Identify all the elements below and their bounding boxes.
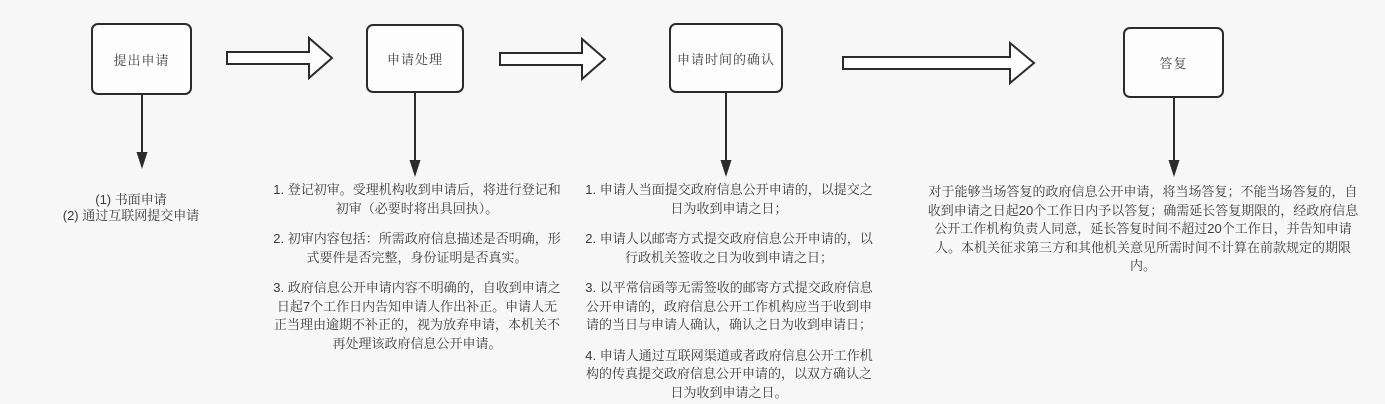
flow-node-application-processing (366, 24, 464, 93)
right-block-arrow-icon (227, 38, 332, 78)
flow-node-reply (1123, 27, 1224, 98)
flow-node-label: 申请时间的确认 (676, 51, 775, 67)
note-column-submit-application (16, 192, 246, 224)
note-item: 4. 申请人通过互联网渠道或者政府信息公开工作机构的传真提交政府信息公开申请的，以双方确认之日为收到申请之日。 (585, 347, 873, 400)
note-item: 1. 申请人当面提交政府信息公开申请的，以提交之日为收到申请之日； (585, 182, 873, 216)
note-item: 1. 登记初审。受理机构收到申请后，将进行登记和初审（必要时将出具回执）。 (273, 182, 561, 216)
flow-node-submit-application (91, 23, 192, 95)
flow-node-application-time-confirmation (669, 23, 783, 93)
note-column-reply (925, 183, 1361, 276)
flow-node-label: 申请处理 (386, 52, 443, 67)
note-column-application-time-confirmation (583, 181, 875, 402)
note-line: (2) 通过互联网提交申请 (62, 208, 200, 223)
down-arrow-icon (1169, 98, 1180, 177)
down-arrow-icon (137, 95, 148, 169)
note-item: 2. 初审内容包括：所需政府信息描述是否明确，形式要件是否完整，身份证明是否真实。 (273, 231, 561, 265)
flow-node-label: 提出申请 (113, 52, 170, 68)
down-arrow-icon (721, 93, 732, 177)
note-column-application-processing (273, 181, 561, 353)
note-item: 对于能够当场答复的政府信息公开申请，将当场答复；不能当场答复的，自收到申请之日起20个工作日内予以答复；确需延长答复期限的，经政府信息公开工作机构负责人同意，延长答复时间不超过20个工作日，并告知申请人。本机关征求第三方和其他机关意见所需时间不计算在前款规定的期限内。 (927, 184, 1359, 273)
right-block-arrow-icon (843, 43, 1034, 83)
note-item: 3. 政府信息公开申请内容不明确的，自收到申请之日起7个工作日内告知申请人作出补正。申请人无正当理由逾期不补正的，视为放弃申请，本机关不再处理该政府信息公开申请。 (273, 280, 561, 351)
flow-node-label: 答复 (1159, 56, 1188, 71)
note-line: (1) 书面申请 (95, 192, 167, 207)
right-block-arrow-icon (500, 39, 605, 79)
note-item: 2. 申请人以邮寄方式提交政府信息公开申请的，以行政机关签收之日为收到申请之日； (585, 231, 873, 265)
down-arrow-icon (410, 93, 421, 177)
note-item: 3. 以平常信函等无需签收的邮寄方式提交政府信息公开申请的，政府信息公开工作机构应当于收到申请的当日与申请人确认，确认之日为收到申请日； (585, 280, 873, 332)
